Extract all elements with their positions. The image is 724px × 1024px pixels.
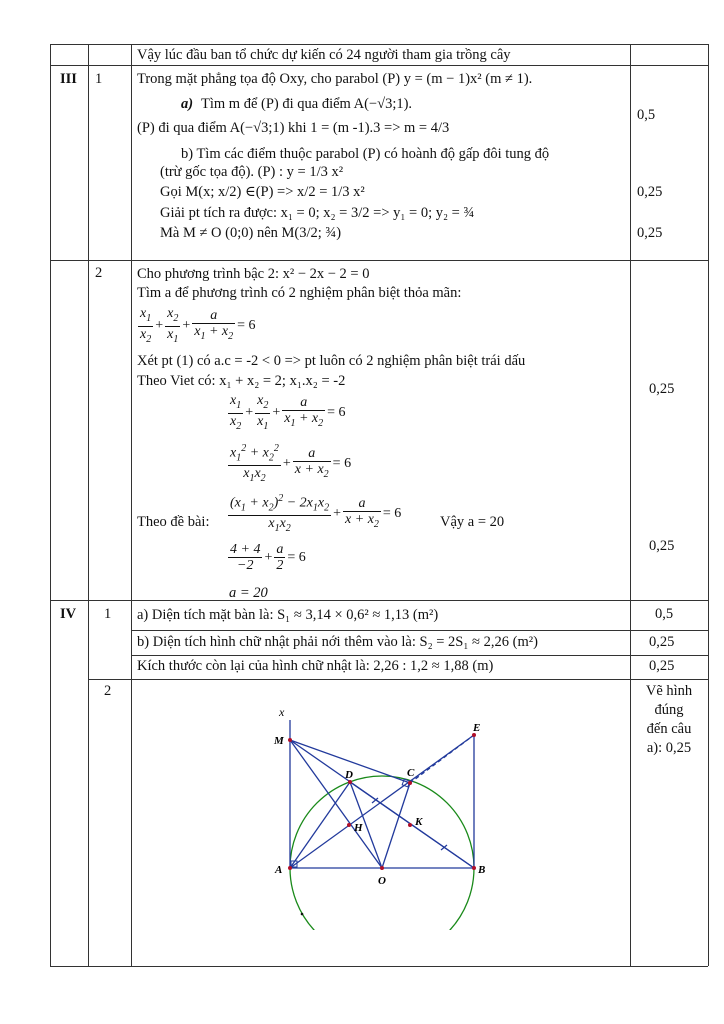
label-M: M (274, 735, 284, 747)
theo-de-bai-label: Theo đề bài: (137, 514, 210, 530)
row-line-4a (131, 630, 708, 631)
III-2-score-2: 0,25 (649, 538, 675, 554)
label-B: B (478, 864, 486, 876)
circle-O (290, 776, 474, 930)
IV-2-number: 2 (104, 683, 112, 699)
section-III-label: III (60, 71, 77, 87)
label-x: x (279, 705, 285, 719)
section-IV-label: IV (60, 606, 77, 622)
III-2-line4: Xét pt (1) có a.c = -2 < 0 => pt luôn có 2 nghiệm phân biệt trái dấu (137, 353, 526, 369)
III-1-score-1: 0,5 (637, 107, 656, 123)
table-col-divider-3 (630, 44, 631, 966)
vay-a-text: Vậy a = 20 (440, 514, 505, 530)
point-O (380, 866, 384, 870)
row-line-0 (50, 44, 708, 45)
formula-step-4: $\frac{4 + 4}{-2}$ + $\frac{a}{2}$ = 6 (230, 542, 306, 573)
IV-2-score-line4: a): 0,25 (646, 740, 692, 756)
label-O: O (378, 875, 386, 887)
III-1-line1: Trong mặt phẳng tọa độ Oxy, cho parabol (P) y = (m − 1)x² (m ≠ 1). (137, 71, 533, 87)
formula-condition: $\frac{x_1}{x_2}$ + $\frac{x_2}{x_1}$ + $\frac{a}{x_1 + x_2}$ = 6 (140, 306, 256, 345)
III-2-line2: Tìm a để phương trình có 2 nghiệm phân biệt thỏa mãn: (137, 285, 462, 301)
IV-1-score-c: 0,25 (649, 658, 675, 674)
IV-1-a: a) Diện tích mặt bàn là: S₁ ≈ 3,14 × 0,6² ≈ 1,13 (m²) (137, 607, 439, 623)
point-B (472, 866, 476, 870)
IV-1-b: b) Diện tích hình chữ nhật phải nới thêm vào là: S₂ = 2S₁ ≈ 2,26 (m²) (137, 634, 538, 650)
formula-step-3: $\frac{(x_1 + x_2)^2 - 2x_1x_2}{x_1x_2}$ + $\frac{a}{x + x_2}$ = 6 (230, 493, 402, 535)
III-1-line6: Gọi M(x; x/2) ∈(P) => x/2 = 1/3 x² (160, 184, 365, 200)
IV-2-score-line3: đến câu (646, 721, 692, 737)
III-1-a-label: a) (181, 96, 194, 112)
row-line-2 (50, 260, 708, 261)
table-col-divider-2 (131, 44, 132, 966)
III-1-line8: Mà M ≠ O (0;0) nên M(3/2; ¾) (160, 225, 342, 241)
row-line-bottom (50, 966, 708, 967)
III-1-line7: Giải pt tích ra được: x₁ = 0; x₂ = 3/2 => y₁ = 0; y₂ = ¾ (160, 205, 475, 221)
IV-1-score-b: 0,25 (649, 634, 675, 650)
label-A: A (275, 864, 283, 876)
III-1-line4: b) Tìm các điểm thuộc parabol (P) có hoành độ gấp đôi tung độ (181, 146, 550, 162)
point-A (288, 866, 292, 870)
segment-AD (290, 782, 350, 868)
row-line-4b (131, 655, 708, 656)
III-2-line1: Cho phương trình bậc 2: x² − 2x − 2 = 0 (137, 266, 370, 282)
table-border-right (708, 44, 709, 966)
III-1-number: 1 (95, 71, 103, 87)
III-2-score-1: 0,25 (649, 381, 675, 397)
point-M (288, 738, 292, 742)
final-answer: a = 20 (229, 585, 268, 601)
label-E: E (473, 722, 481, 734)
table-col-divider-1 (88, 44, 89, 966)
formula-step-2: $\frac{x_1^2 + x_2^2}{x_1x_2}$ + $\frac{a}{x + x_2}$ = 6 (230, 443, 352, 485)
geometry-figure (258, 700, 498, 930)
point-small (301, 913, 304, 916)
row-line-1 (50, 65, 708, 66)
point-H (347, 823, 351, 827)
III-1-score-3: 0,25 (637, 225, 663, 241)
label-K: K (415, 816, 423, 828)
III-1-line5: (trừ gốc tọa độ). (P) : y = 1/3 x² (160, 164, 344, 180)
III-1-score-2: 0,25 (637, 184, 663, 200)
IV-1-c: Kích thước còn lại của hình chữ nhật là: 2,26 : 1,2 ≈ 1,88 (m) (137, 658, 494, 674)
III-1-a-question: Tìm m để (P) đi qua điểm A(−√3;1). (201, 96, 413, 112)
row-line-3 (50, 600, 708, 601)
III-1-line3: (P) đi qua điểm A(−√3;1) khi 1 = (m -1).3 => m = 4/3 (137, 120, 450, 136)
table-border-left (50, 44, 51, 966)
point-C (408, 781, 412, 785)
row-line-5 (88, 679, 708, 680)
III-2-line5: Theo Viet có: x₁ + x₂ = 2; x₁.x₂ = -2 (137, 373, 346, 389)
IV-1-score-a: 0,5 (655, 606, 674, 622)
IV-2-score-line1: Vẽ hình (645, 683, 693, 699)
formula-step-1: $\frac{x_1}{x_2}$ + $\frac{x_2}{x_1}$ + $\frac{a}{x_1 + x_2}$ = 6 (230, 393, 346, 432)
label-C: C (407, 767, 415, 779)
IV-2-score-line2: đúng (654, 702, 684, 718)
point-K (408, 823, 412, 827)
top-row-text: Vậy lúc đầu ban tổ chức dự kiến có 24 người tham gia trồng cây (137, 47, 511, 63)
III-2-number: 2 (95, 265, 103, 281)
IV-1-number: 1 (104, 606, 112, 622)
label-H: H (354, 822, 363, 834)
segment-CO (382, 783, 410, 868)
label-D: D (345, 769, 353, 781)
